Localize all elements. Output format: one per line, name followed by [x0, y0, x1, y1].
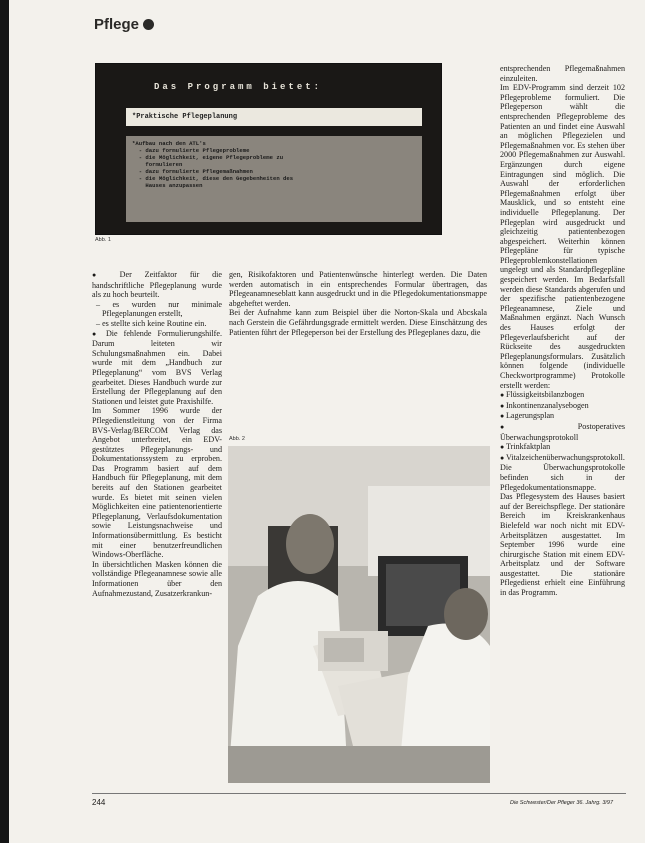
bullet-item: ● Postoperatives Überwachungsprotokoll	[500, 422, 625, 442]
section-title: Pflege	[94, 16, 140, 33]
slide-line: Hauses anzupassen	[132, 182, 203, 189]
paragraph: – es wurden nur minimale Pflegeplanungen erstellt,	[96, 299, 222, 319]
slide-line: formulieren	[132, 161, 183, 168]
paragraph: In übersichtlichen Masken können die vollständige Pflegeanamnese sowie alle Informationen über den Aufnahmezustand, Zusatzerkrankun-	[92, 559, 222, 598]
paragraph: Im Sommer 1996 wurde der Pflegedienstleitung von der Firma BVS-Verlag/BERCOM Verlag das Angebot unterbreitet, ein EDV-gestütztes Pflegeplanungs- und Dokumentationssystem zu erproben. Das Programm basiert auf dem Handbuch für Pflegeplanung, mit dem bereits auf den Stationen gearbeitet wurde. Es bietet mit seinen vielen Möglichkeiten eine patientenorientierte Pflegeplanung, Verlaufsdokumentation sowie Leistungsnachweise und Informationsübermittlung. Es besticht mit einer benutzerfreundlichen Windows-Oberfläche.	[92, 406, 222, 560]
section-dot-icon	[143, 19, 154, 30]
bullet-item: ● Die fehlende Formulierungshilfe. Darum leiteten wir Schulungsmaßnahmen ein. Dabei wurde mit dem „Handbuch zur Pflegeplanung“ vom BVS Verlag gearbeitet. Dieses Handbuch wurde zur Erstellung der Pflegeplanung auf den Stationen und leistet gute Praxishilfe.	[92, 329, 222, 407]
journal-reference: Die Schwester/Der Pfleger 36. Jahrg. 3/97	[510, 800, 614, 806]
slide-line: - die Möglichkeit, eigene Pflegeprobleme zu	[132, 154, 284, 161]
figure-2-caption: Abb. 2	[229, 436, 245, 442]
slide-line: - die Möglichkeit, diese den Gegebenheiten des	[132, 175, 294, 182]
paragraph: Das Pflegesystem des Hauses basiert auf der Bereichspflege. Der stationäre Bereich im Kreiskrankenhaus Bielefeld war noch nicht mit EDV-Arbeitsplätzen ausgestattet. Im September 1996 wurde eine chirurgische Station mit einem EDV-Arbeitsplatz und der Software ausgestattet. Die stationäre Pflegedienst erhielt eine Einführung in das Programm.	[500, 492, 625, 598]
figure-1-slide	[95, 63, 442, 235]
slide-content-box	[126, 136, 422, 222]
column-right	[500, 64, 625, 598]
paragraph: Die Überwachungsprotokolle befinden sich in der Pflegedokumentationsmappe.	[500, 463, 625, 492]
figure-2-photo	[228, 446, 490, 783]
footer-rule	[92, 793, 626, 794]
slide-line: - dazu formulierte Pflegemaßnahmen	[132, 168, 253, 175]
column-middle	[229, 270, 487, 337]
bullet-item: ● Trinkfaktplan	[500, 442, 625, 453]
paragraph: – es stellte sich keine Routine ein.	[96, 318, 207, 328]
bullet-item: ● Lagerungsplan	[500, 411, 625, 422]
page-edge	[0, 0, 9, 843]
paragraph: Bei der Aufnahme kann zum Beispiel über die Norton-Skala und Abcskala nach Gerstein die Gefährdungsgrade ermittelt werden. Diese Einschätzung des Patienten führt der Pflegeperson bei der Erstellung des Pflegeplanes dazu, die	[229, 308, 487, 337]
figure-1-caption: Abb. 1	[95, 237, 111, 243]
bullet-item: ● Der Zeitfaktor für die handschriftliche Pflegeplanung wurde als zu hoch beurteilt.	[92, 270, 222, 300]
bullet-item: ● Flüssigkeitsbilanzbogen	[500, 390, 625, 401]
bullet-item: ● Vitalzeichenüberwachungsprotokoll.	[500, 453, 625, 464]
slide-title: Das Programm bietet:	[154, 82, 323, 92]
nurse-at-computer-photo	[228, 446, 490, 783]
paragraph: gen, Risikofaktoren und Patientenwünsche hinterlegt werden. Die Daten werden automatisch in ein entsprechendes Formular übertragen, das Pflegeanamneseblatt kann ausgedruckt und in die Pflegedokumentationsmappe abgeheftet werden.	[229, 270, 487, 308]
bullet-item: ● Inkontinenzanalysebogen	[500, 401, 625, 412]
page-number: 244	[92, 798, 106, 807]
column-left	[92, 270, 222, 598]
paragraph: Im EDV-Programm sind derzeit 102 Pflegeprobleme formuliert. Die Pflegeperson wählt die entsprechenden Pflegeprobleme des Patienten an und findet eine Auswahl an möglichen Pflegezielen und Pflegemaßnahmen vor. Es stehen über 2000 Pflegemaßnahmen zur Auswahl. Ergänzungen durch eigene Eintragungen sind möglich. Die Auswahl der erforderlichen Pflegemaßnahmen erfolgt über Mausklick, und so entsteht eine individuelle Pflegeplanung. Der Pflegeplan wird ausgedruckt und gleichzeitig patientenbezogen abgespeichert. Weiterhin können Pflegepläne für typische Pflegeproblemkonstellationen ungelegt und als Standardpflegepläne gespeichert werden. Im Bedarfsfall werden diese Standards abgerufen und der spezifische patientenbezogene Pflegeanamnese, Ziele und Maßnahmen ergänzt. Nach Wunsch des Hauses erfolgt der Pflegeverlaufsbericht auf der Rückseite des ausgedruckten Pflegeplanungsformulars. Zusätzlich können folgende (individuelle Checkwortprogramme) Protokolle erstellt werden:	[500, 83, 625, 390]
paragraph: entsprechenden Pflegemaßnahmen einzuleiten.	[500, 64, 625, 83]
section-header	[94, 16, 154, 33]
slide-line: - dazu formulierte Pflegeprobleme	[132, 147, 250, 154]
slide-highlight-bar: *Praktische Pflegeplanung	[126, 108, 422, 126]
slide-line: *Aufbau nach den ATL's	[132, 140, 206, 147]
